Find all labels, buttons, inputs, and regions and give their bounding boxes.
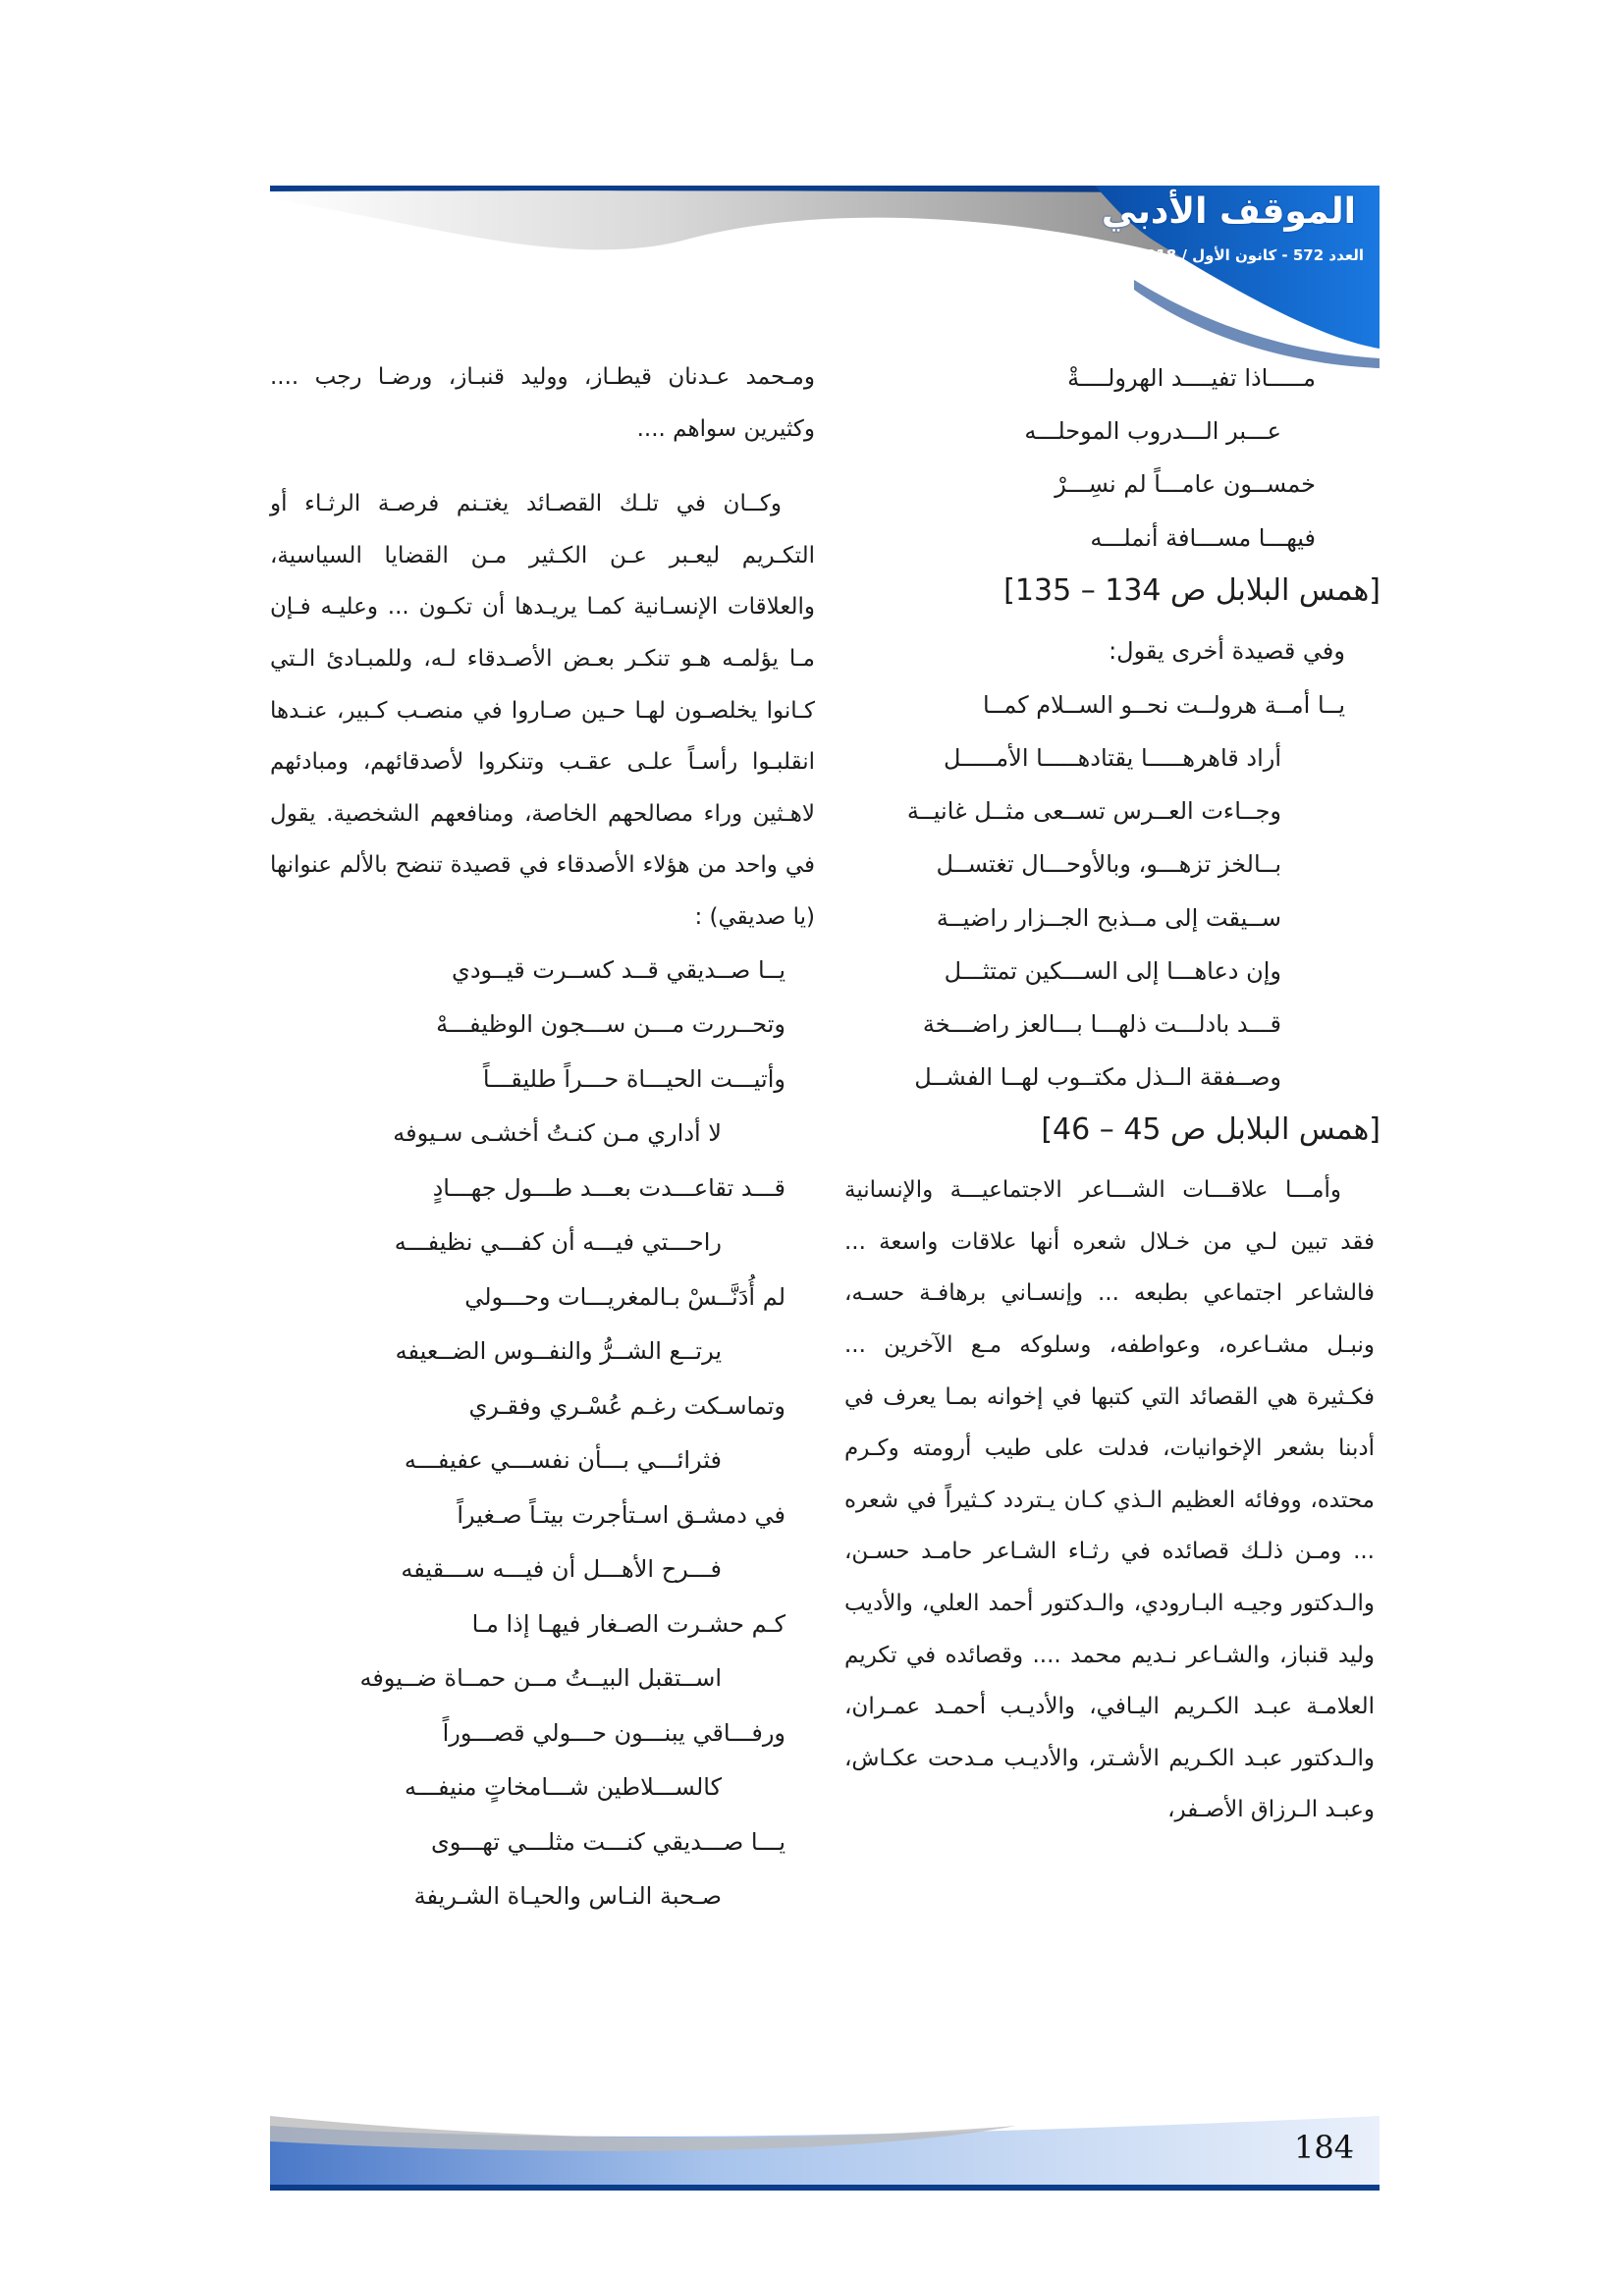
verse-line: وجــاءت العــرس تســعى مثــل غانيــة <box>906 797 1281 826</box>
verse-line: في دمشـق اسـتأجرت بيتـاً صـغيراً <box>457 1500 785 1529</box>
verse-line: عـــبر الـــدروب الموحلـــه <box>1024 417 1281 446</box>
verse-line: أراد قاهرهـــــا يقتادهـــــا الأمـــــل <box>943 743 1281 772</box>
verse-line: يـــا صـــديقي كنـــت مثلـــي تهـــوى <box>431 1827 785 1856</box>
page-footer <box>270 2116 1380 2194</box>
poem-1 <box>844 352 1375 565</box>
verse-line: لم أُدَنَّــسْ بـالمغريـــات وحـــولي <box>464 1282 785 1311</box>
verse-line: وأتيـــت الحيـــاة حـــراً طليقـــاً <box>482 1064 785 1093</box>
verse-line: وإن دعاهـــا إلى الســـكين تمتثـــل <box>944 956 1281 985</box>
verse-line: ســيقت إلى مــذبح الجــزار راضيــة <box>936 903 1281 932</box>
poem-intro: وفي قصيدة أخرى يقول: <box>1109 636 1345 665</box>
verse-line: قـــد بادلـــت ذلهـــا بـــالعز راضـــخة <box>922 1009 1281 1038</box>
body-paragraph: وكــان في تلـك القصـائد يغتـنم فرصـة الرثـاء أو التكـريم ليعـبر عـن الكـثير مـن القضايا السياسية، والعلاقات الإنسـانية كمـا يريـدها أن تكـون ... وعليـه فـإن مـا يؤلمـه هـو تنكـر بعـض الأصـدقاء لـه، وللمبـادئ الـتي كـانوا يخلصـون لهـا حـين صـاروا في منصـب كـبير، عنـدها انقلبـوا رأسـاً علـى عقـب وتنكروا لأصدقائهم، ومبادئهم لاهـثين وراء مصالحهم الخاصة، ومنافعهم الشخصية. يقول في واحد من هؤلاء الأصدقاء في قصيدة تنضح بالألم عنوانها (يا صديقي) : <box>270 491 815 930</box>
poem-ya-sadiqi <box>270 944 815 1924</box>
verse-line: وتماسـكت رغـم عُسْـري وفقـري <box>468 1391 785 1420</box>
verse-line: يرتــع الشــرُّ والنفــوس الضــعيفه <box>395 1337 722 1366</box>
right-column <box>844 352 1380 1836</box>
verse-line: خمســون عامـــاً لم نسِـــرْ <box>1055 470 1316 499</box>
left-column <box>270 352 815 1924</box>
verse-line: كـم حشـرت الصـغار فيهـا إذا مـا <box>471 1609 785 1638</box>
body-paragraph: وأمـــا علاقـــات الشـــاعر الاجتماعيـــة والإنسانية فقد تبين لـي من خـلال شعره أنها علاقات واسعة ... فالشاعر اجتماعي بطبعه ... وإنسـاني برهافـة حسـه، ونبـل مشـاعره، وعواطفه، وسلوكه مـع الآخرين ... فكـثيرة هي القصائد التي كتبها في إخوانه بمـا يعرف في أدبنا بشعر الإخوانيات، فدلت على طيب أرومته وكـرم محتده، ووفائه العظيم الـذي كـان يـتردد كـثيراً في شعره ... ومـن ذلـك قصائده في رثـاء الشـاعر حامـد حسـن، والـدكتور وجيـه البـارودي، والـدكتور أحمد العلي، والأديب وليد قنباز، والشـاعر نـديم محمد .... وقصائده في تكريم العلامـة عبـد الكـريم اليـافي، والأديـب أحمـد عمـران، والـدكتور عبـد الكـريم الأشـتر، والأديـب مـدحت عكـاش، وعبـد الـرزاق الأصـفر، <box>844 1177 1375 1823</box>
body-paragraph: ومـحمد عـدنان قيطـاز، ووليد قنبـاز، ورضـا رجب .... وكثيرين سواهم .... <box>270 364 815 442</box>
verse-line: كالســـلاطين شـــامخاتٍ منيفـــه <box>405 1773 722 1802</box>
verse-line: صـحبة النـاس والحيـاة الشـريفة <box>413 1882 722 1911</box>
issue-info: العدد 572 - كانون الأول / 2018 <box>1135 246 1364 264</box>
verse-line: فيهـــا مســـافة أنملـــه <box>1090 523 1316 552</box>
verse-line: لا أداري مـن كنـتُ أخشـى سـيوفه <box>393 1119 722 1148</box>
verse-line: مـــــاذا تفيــــد الهرولــــةْ <box>1067 364 1316 392</box>
verse-line: فثرائـــي بـــأن نفســـي عفيفـــه <box>404 1446 722 1475</box>
verse-line: راحـــتي فيـــه أن كفـــي نظيفـــه <box>394 1228 722 1257</box>
verse-line: فـــرح الأهـــل أن فيـــه ســـقيفه <box>401 1555 722 1584</box>
verse-line: يــا أمــة هرولــت نحــو الســلام كمــا <box>982 690 1345 719</box>
verse-line: قـــد تقاعـــدت بعـــد طـــول جهـــادٍ <box>432 1173 785 1202</box>
verse-line: وتحــررت مـــن ســـجون الوظيفـــهْ <box>436 1010 785 1039</box>
footer-swoosh <box>270 2116 1380 2194</box>
citation: [همس البلابل ص 45 – 46] <box>1041 1112 1380 1148</box>
verse-line: وصــفقة الــذل مكتــوب لهــا الفشــل <box>914 1063 1281 1092</box>
poem-2 <box>844 678 1375 1105</box>
citation: [همس البلابل ص 134 – 135] <box>1003 572 1380 608</box>
verse-line: ورفـــاقي يبنـــون حـــولي قصـــوراً <box>442 1718 785 1747</box>
verse-line: يــا صــديقي قــد كســرت قيــودي <box>452 955 785 984</box>
page-number: 184 <box>1294 2129 1355 2166</box>
magazine-logo: الموقف الأدبي <box>1101 191 1356 232</box>
verse-line: اســتقبل البيــتُ مــن حمــاة ضــيوفه <box>359 1664 722 1693</box>
verse-line: بــالخز تزهـــو، وبالأوحـــال تغتســل <box>936 850 1281 879</box>
